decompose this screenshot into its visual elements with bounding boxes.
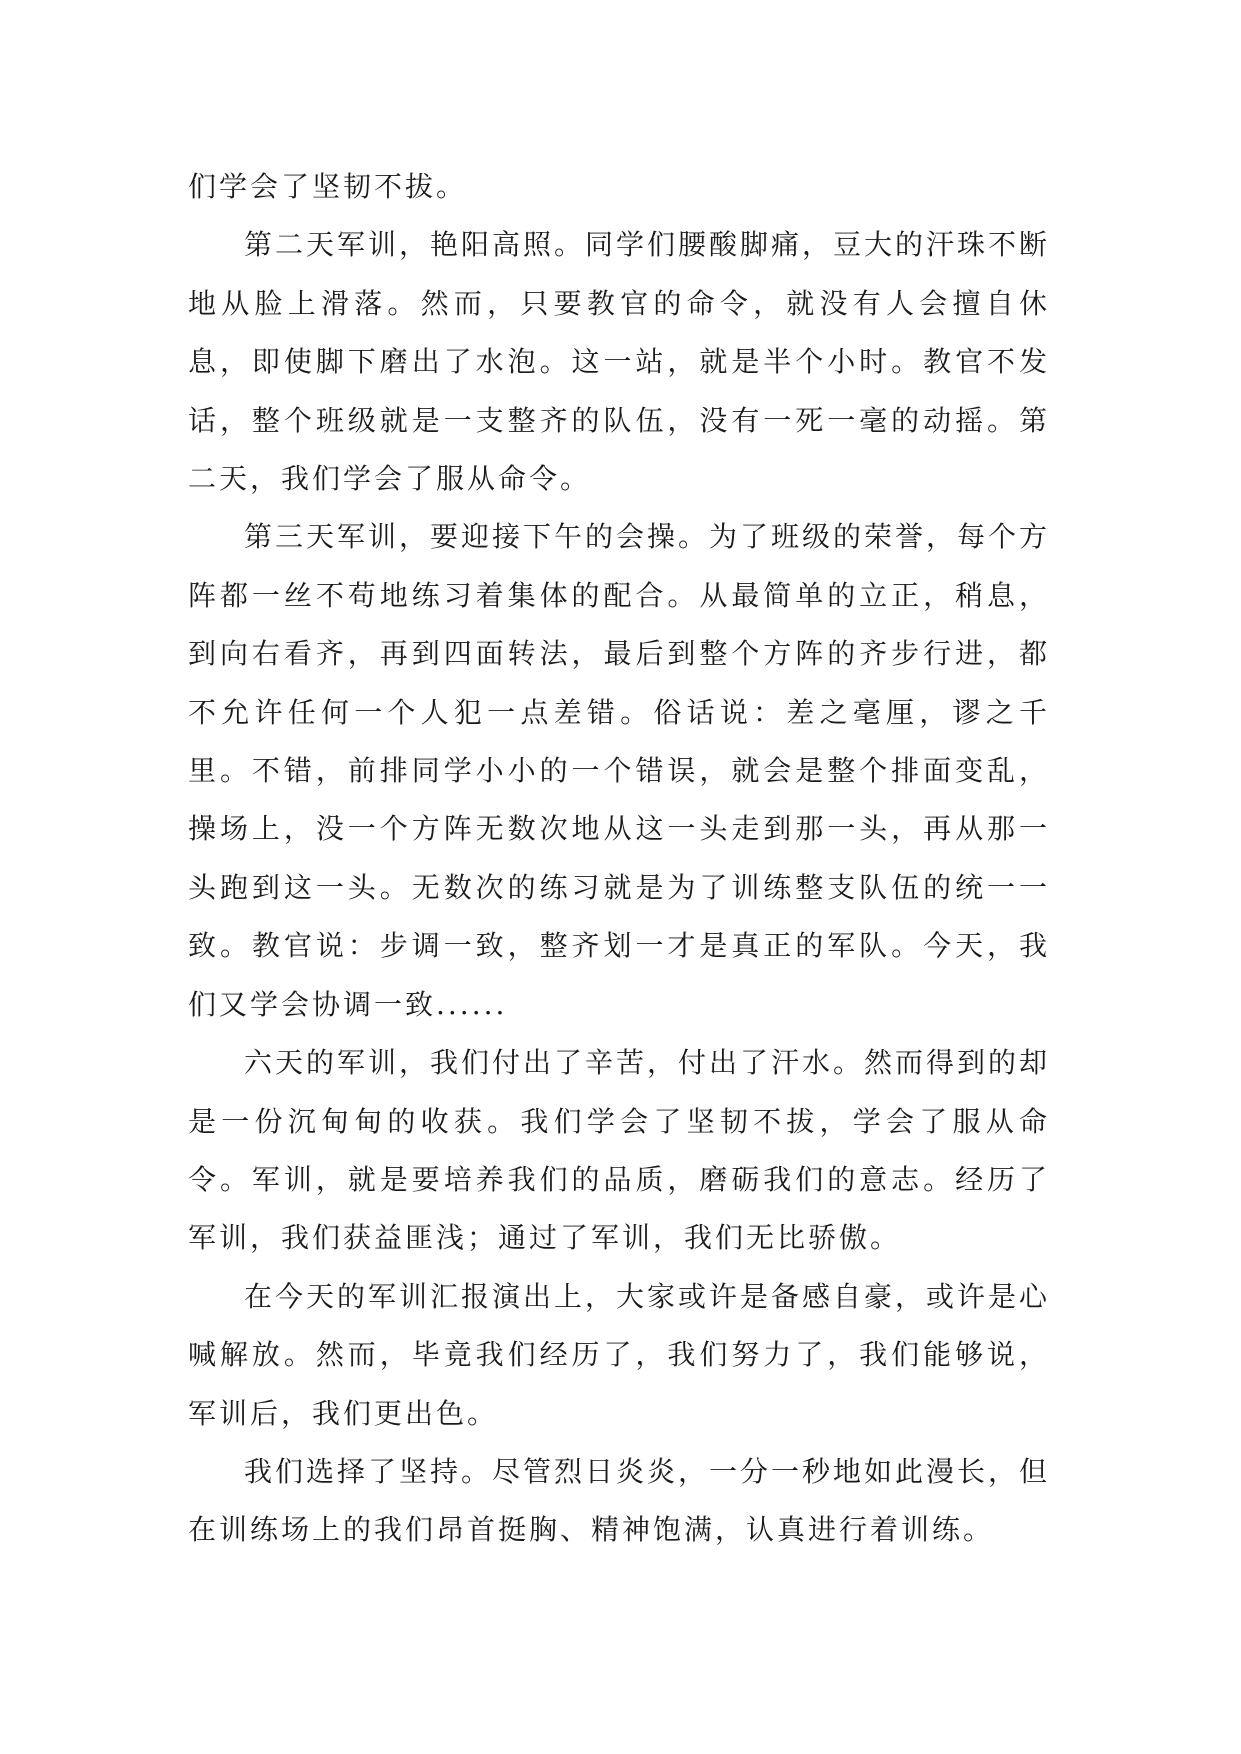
paragraph-six-days: 六天的军训，我们付出了辛苦，付出了汗水。然而得到的却是一份沉甸甸的收获。我们学会了坚韧不拔，学会了服从命令。军训，就是要培养我们的品质，磨砺我们的意志。经历了军训，我们获益匪浅；通过了军训，我们无比骄傲。 (188, 1046, 1051, 1255)
document-body (188, 158, 1050, 1560)
paragraph-day-two: 第二天军训，艳阳高照。同学们腰酸脚痛，豆大的汗珠不断地从脸上滑落。然而，只要教官的命令，就没有人会擅自休息，即使脚下磨出了水泡。这一站，就是半个小时。教官不发话，整个班级就是一支整齐的队伍，没有一死一毫的动摇。第二天，我们学会了服从命令。 (188, 228, 1051, 496)
paragraph-continuation: 们学会了坚韧不拔。 (188, 170, 468, 203)
paragraph-persistence: 我们选择了坚持。尽管烈日炎炎，一分一秒地如此漫长，但在训练场上的我们昂首挺胸、精神饱满，认真进行着训练。 (188, 1454, 1051, 1547)
paragraph-performance: 在今天的军训汇报演出上，大家或许是备感自豪，或许是心喊解放。然而，毕竟我们经历了，我们努力了，我们能够说，军训后，我们更出色。 (188, 1279, 1051, 1430)
paragraph-day-three: 第三天军训，要迎接下午的会操。为了班级的荣誉，每个方阵都一丝不苟地练习着集体的配合。从最简单的立正，稍息，到向右看齐，再到四面转法，最后到整个方阵的齐步行进，都不允许任何一个人犯一点差错。俗话说：差之毫厘，谬之千里。不错，前排同学小小的一个错误，就会是整个排面变乱，操场上，没一个方阵无数次地从这一头走到那一头，再从那一头跑到这一头。无数次的练习就是为了训练整支队伍的统一一致。教官说：步调一致，整齐划一才是真正的军队。今天，我们又学会协调一致...... (188, 520, 1051, 1021)
